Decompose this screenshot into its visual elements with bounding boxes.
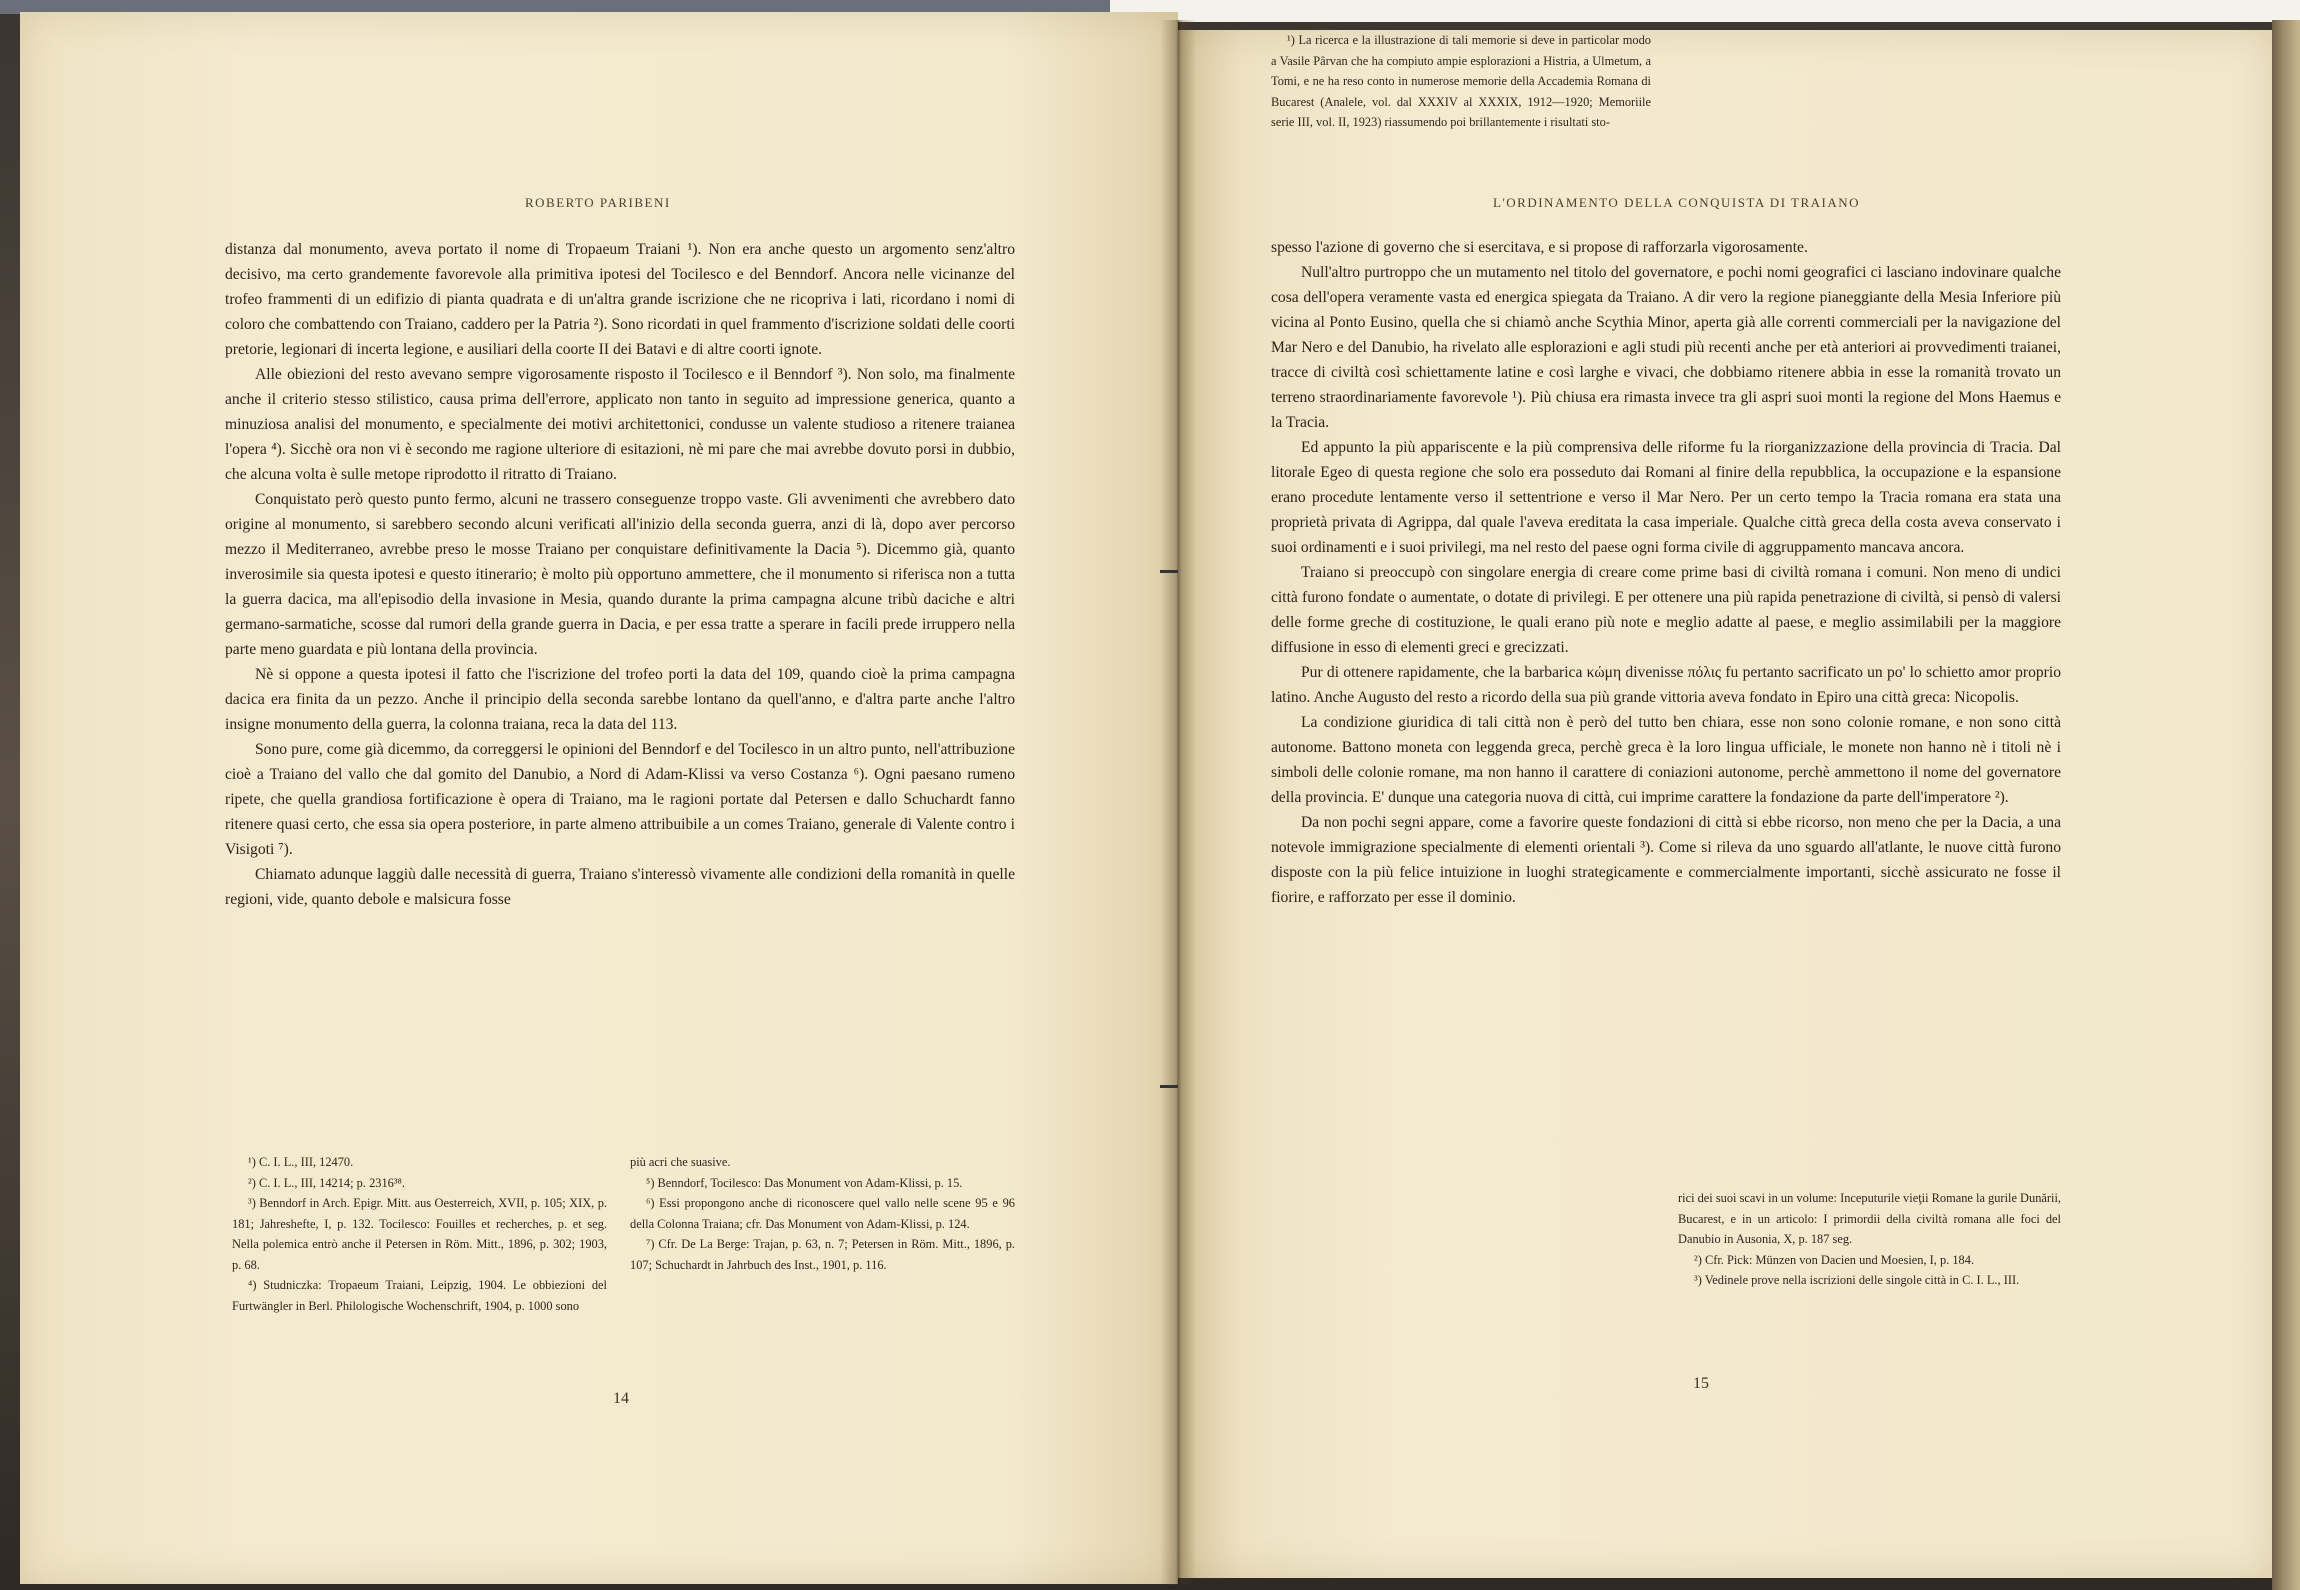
page-stack-edge xyxy=(2272,20,2300,1590)
left-paragraph-5: Sono pure, come già dicemmo, da correggersi le opinioni del Benndorf e del Tocilesco in un altro punto, nell'attribuzione cioè a Traiano del vallo che dal gomito del Danubio, a Nord di Adam-Klissi va verso Costanza ⁶). Ogni paesano rumeno ripete, che quella grandiosa fortificazione è opera di Traiano, ma le ragioni portate dal Petersen e dallo Schuchardt fanno ritenere quasi certo, che essa sia opera posteriore, in parte almeno attribuibile a un comes Traiano, generale di Valente contro i Visigoti ⁷). xyxy=(225,741,1015,858)
footnote: ²) Cfr. Pick: Münzen von Dacien und Moesien, I, p. 184. xyxy=(1694,1252,1975,1267)
left-body-text xyxy=(225,237,1015,912)
page-number-left: 14 xyxy=(613,1390,629,1407)
left-paragraph-4: Nè si oppone a questa ipotesi il fatto che l'iscrizione del trofeo porti la data del 109, quando cioè la prima campagna dacica era finita da un pezzo. Anche il principio della seconda sarebbe lontano da quell'anno, e d'altra parte anche l'altro insigne monumento della guerra, la colonna traiana, reca la data del 113. xyxy=(225,666,1015,733)
footnote: ⁴) Studniczka: Tropaeum Traiani, Leipzig, 1904. Le obbiezioni del Furtwängler in Berl. Philologische Wochenschrift, 1904, p. 1000 sono xyxy=(232,1278,607,1313)
footnote: ³) Vedinele prove nella iscrizioni delle singole città in C. I. L., III. xyxy=(1694,1273,2020,1287)
scanner-strip-right xyxy=(1110,0,2300,22)
footnote: ¹) La ricerca e la illustrazione di tali memorie si deve in particolar modo a Vasile Pârvan che ha compiuto ampie esplorazioni a Histria, a Ulmetum, a Tomi, e ne ha reso conto in numerose memorie della Accademia Romana di Bucarest (Analele, vol. dal XXXIV al XXXIX, 1912—1920; Memoriile serie III, vol. II, 1923) riassumendo poi brillantemente i risultati sto- xyxy=(1271,33,1651,129)
footnote: rici dei suoi scavi in un volume: Inceputurile vieţii Romane la gurile Dunării, Bucarest, e in un articolo: I primordii della civiltà romana alle foci del Danubio in Ausonia, X, p. 187 seg. xyxy=(1678,1191,2061,1246)
right-paragraph-4: Traiano si preoccupò con singolare energia di creare come prime basi di civiltà romana i comuni. Non meno di undici città furono fondate o aumentate, o dotate di privilegi. E per ottenere una più rapida penetrazione di civiltà, si pensò di valersi delle forme greche di costituzione, le quali erano più note e meglio adatte al paese, e meglio assimilabili per la maggiore diffusione in esso di elementi greci e grecizzati. xyxy=(1271,564,2061,656)
right-paragraph-5: Pur di ottenere rapidamente, che la barbarica κώμη divenisse πόλις fu pertanto sacrificato un po' lo schietto amor proprio latino. Anche Augusto del resto a ricordo della sua più grande vittoria aveva fondato in Epiro una città greca: Nicopolis. xyxy=(1271,664,2061,706)
footnote: ⁵) Benndorf, Tocilesco: Das Monument von Adam-Klissi, p. 15. xyxy=(646,1175,963,1190)
running-head-right: L'ORDINAMENTO DELLA CONQUISTA DI TRAIANO xyxy=(1493,195,1861,210)
running-head-left: ROBERTO PARIBENI xyxy=(525,195,671,210)
left-paragraph-3: Conquistato però questo punto fermo, alcuni ne trassero conseguenze troppo vaste. Gli avvenimenti che avrebbero dato origine al monumento, si sarebbero secondo alcuni verificati all'inizio della seconda guerra, anzi di là, dopo aver percorso mezzo il Mediterraneo, avrebbe preso le mosse Traiano per conquistare definitivamente la Dacia ⁵). Dicemmo già, quanto inverosimile sia questa ipotesi e questo itinerario; è molto più opportuno ammettere, che il monumento si riferisca non a tutta la guerra dacica, ma all'episodio della invasione in Mesia, quando durante la prima campagna alcune tribù daciche e altri germano-sarmatiche, scosse dal rumori della grande guerra in Dacia, e per essa tratte a sperare in facili prede irruppero nella parte meno guardata e più lontana della provincia. xyxy=(225,491,1015,658)
right-footnotes-col-2 xyxy=(1678,1188,2061,1291)
right-paragraph-2: Null'altro purtroppo che un mutamento nel titolo del governatore, e pochi nomi geografici ci lasciano indovinare qualche cosa dell'opera veramente vasta ed energica spiegata da Traiano. A dir vero la regione pianeggiante della Mesia Inferiore più vicina al Ponto Eusino, quella che si chiamò anche Scythia Minor, aperta già alle correnti commerciali per la navigazione del Mar Nero e del Danubio, ha rivelato alle esplorazioni e agli studi più recenti anche per età anteriori ai provvedimenti traianei, tracce di civiltà così schiettamente latine e così larghe e vivaci, che dobbiamo ritenere abbia in esse la romanità trovato un terreno straordinariamente favorevole ¹). Più chiusa era rimasta invece tra gli aspri suoi monti la regione del Mons Haemus e la Tracia. xyxy=(1271,264,2061,431)
footnote: ³) Benndorf in Arch. Epigr. Mitt. aus Oesterreich, XVII, p. 105; XIX, p. 181; Jahreshefte, I, p. 132. Tocilesco: Fouilles et recherches, p. et seg. Nella polemica entrò anche il Petersen in Röm. Mitt., 1896, p. 302; 1903, p. 68. xyxy=(232,1196,607,1272)
left-paragraph-6: Chiamato adunque laggiù dalle necessità di guerra, Traiano s'interessò vivamente alle condizioni della romanità in quelle regioni, vide, quanto debole e malsicura fosse xyxy=(225,866,1015,908)
right-page xyxy=(1178,30,2272,1578)
right-paragraph-6: La condizione giuridica di tali città non è però del tutto ben chiara, esse non sono colonie romane, e non sono città autonome. Battono moneta con leggenda greca, perchè greca è la loro lingua ufficiale, le monete non hanno nè i titoli nè i simboli delle colonie romane, ma non hanno il carattere di coniazioni autonome, perchè ammettono il nome del governatore della provincia. E' dunque una categoria nuova di città, cui imprime carattere la fondazione da parte dell'imperatore ²). xyxy=(1271,714,2061,806)
footnote: ¹) C. I. L., III, 12470. xyxy=(248,1155,354,1169)
right-paragraph-7: Da non pochi segni appare, come a favorire queste fondazioni di città si ebbe ricorso, non meno che per la Dacia, a una notevole immigrazione specialmente di elementi orientali ³). Come si rileva da uno sguardo all'atlante, le nuove città furono disposte con la più felice intuizione in luoghi strategicamente e commercialmente importanti, sicchè assicurato ne fosse il fiorire, e rafforzato per esse il dominio. xyxy=(1271,814,2061,906)
left-paragraph-1: distanza dal monumento, aveva portato il nome di Tropaeum Traiani ¹). Non era anche questo un argomento senz'altro decisivo, ma certo grandemente favorevole alla primitiva ipotesi del Tocilesco e del Benndorf. Ancora nelle vicinanze del trofeo frammenti di un edifizio di pianta quadrata e di un'altra grande iscrizione che ne ricopriva i lati, ricordano i nomi di coloro che combattendo con Traiano, caddero per la Patria ²). Sono ricordati in quel frammento d'iscrizione soldati delle coorti pretorie, legionari di incerta legione, e ausiliari della coorte II dei Batavi e di altre coorti ignote. xyxy=(225,241,1015,358)
right-footnotes-col-1 xyxy=(1271,30,1651,133)
book-gutter xyxy=(1160,20,1196,1585)
right-paragraph-3: Ed appunto la più appariscente e la più comprensiva delle riforme fu la riorganizzazione della provincia di Tracia. Dal litorale Egeo di questa regione che solo era posseduto dai Romani al finire della repubblica, la occupazione e la espansione erano procedute lentamente verso il settentrione e verso il Mar Nero. Per un certo tempo la Tracia romana era stata una proprietà privata di Agrippa, dal quale l'aveva ereditata la casa imperiale. Qualche città greca della costa aveva conservato i suoi ordinamenti e i suoi privilegi, ma nel resto del paese ogni forma civile di aggruppamento mancava ancora. xyxy=(1271,439,2061,556)
right-body-text xyxy=(1271,235,2061,910)
footnote: ²) C. I. L., III, 14214; p. 2316³⁸. xyxy=(248,1175,405,1190)
left-footnotes-col-2 xyxy=(630,1152,1015,1275)
footnote: più acri che suasive. xyxy=(630,1155,731,1169)
page-number-right: 15 xyxy=(1693,1375,1709,1392)
right-paragraph-1: spesso l'azione di governo che si esercitava, e si propose di rafforzarla vigorosamente. xyxy=(1271,239,1808,256)
left-paragraph-2: Alle obiezioni del resto avevano sempre vigorosamente risposto il Tocilesco e il Benndorf ³). Non solo, ma finalmente anche il criterio stesso stilistico, causa prima dell'errore, applicato non tanto in seguito ad impressione generica, quanto a minuziosa analisi del monumento, e specialmente dei motivi architettonici, condusse un valente studioso a ritenere traianea l'opera ⁴). Sicchè ora non vi è secondo me ragione ulteriore di esitazioni, nè mi pare che mai avrebbe dovuto porsi in dubbio, che alcuna volta è sulle metope riprodotto il ritratto di Traiano. xyxy=(225,366,1015,483)
left-page xyxy=(20,12,1178,1584)
left-footnotes-col-1 xyxy=(232,1152,607,1316)
footnote: ⁶) Essi propongono anche di riconoscere quel vallo nelle scene 95 e 96 della Colonna Traiana; cfr. Das Monument von Adam-Klissi, p. 124. xyxy=(630,1196,1015,1231)
footnote: ⁷) Cfr. De La Berge: Trajan, p. 63, n. 7; Petersen in Röm. Mitt., 1896, p. 107; Schuchardt in Jahrbuch des Inst., 1901, p. 116. xyxy=(630,1237,1015,1272)
binding-clip xyxy=(1160,570,1178,573)
binding-clip xyxy=(1160,1085,1178,1088)
